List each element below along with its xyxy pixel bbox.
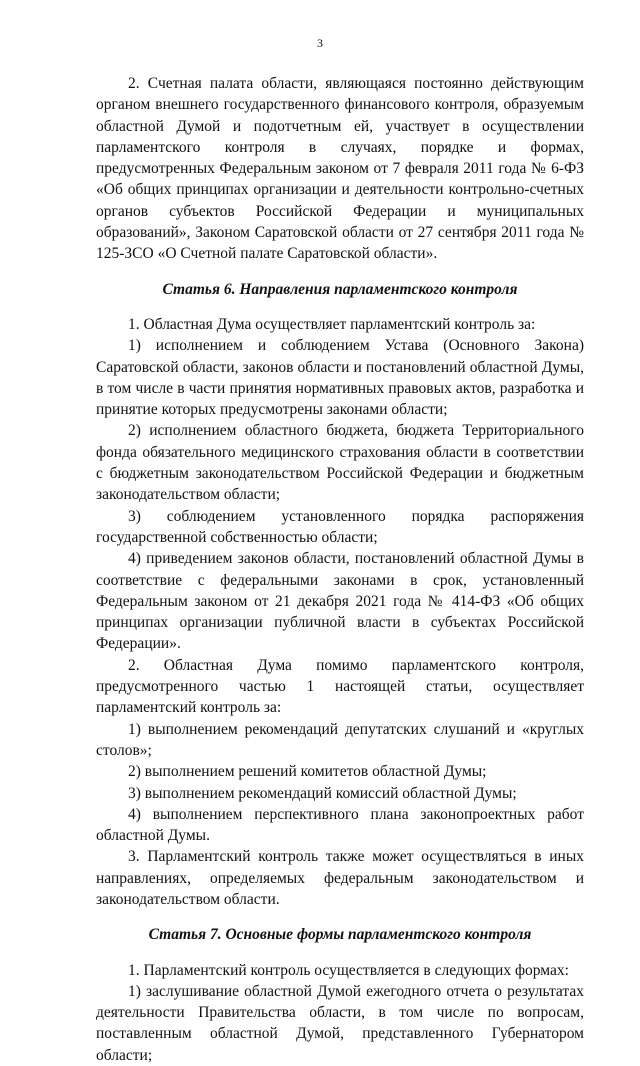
article-7-heading: Статья 7. Основные формы парламентского контроля (148, 926, 532, 944)
paragraph: 3. Парламентский контроль также может осуществляться в иных направлениях, определяемых федеральным законодательством и законодательством области. (96, 848, 584, 908)
paragraph: 2. Счетная палата области, являющаяся постоянно действующим органом внешнего государственного финансового контроля, образуемым областной Думой и подотчетным ей, участвует в осуществлении парламентского контроля в случаях, порядке и формах, предусмотренных Федеральным законом от 7 февраля 2011 года № 6-ФЗ «Об общих принципах организации и деятельности контрольно-счетных органов субъектов Российской Федерации и муниципальных образований», Законом Саратовской области от 27 сентября 2011 года № 125-ЗСО «О Счетной палате Саратовской области». (96, 75, 584, 263)
paragraph: 1) выполнением рекомендаций депутатских слушаний и «круглых столов»; (96, 720, 584, 759)
paragraph: 2) выполнением решений комитетов областной Думы; (128, 763, 487, 781)
article-6-heading: Статья 6. Направления парламентского контроля (162, 280, 518, 298)
paragraph: 2. Областная Дума помимо парламентского контроля, предусмотренного частью 1 настоящей статьи, осуществляет парламентский контроль за: (96, 656, 584, 717)
page-number: 3 (317, 36, 323, 50)
paragraph: 3) соблюдением установленного порядка распоряжения государственной собственностью области; (96, 507, 584, 546)
paragraph: 3) выполнением рекомендаций комиссий областной Думы; (128, 784, 517, 802)
paragraph: 1. Областная Дума осуществляет парламентский контроль за: (128, 315, 536, 333)
paragraph: 1. Парламентский контроль осуществляется в следующих формах: (128, 961, 569, 979)
paragraph: 1) исполнением и соблюдением Устава (Основного Закона) Саратовской области, законов области и постановлений областной Думы, в том числе в части принятия нормативных правовых актов, разработка и принятие которых предусмотрены законами области; (96, 337, 584, 419)
paragraph: 4) приведением законов области, постановлений областной Думы в соответствие с федеральными законами в срок, установленный Федеральным законом от 21 декабря 2021 года № 414-ФЗ «Об общих принципах организации публичной власти в субъектах Российской Федерации». (96, 550, 584, 653)
paragraph: 1) заслушивание областной Думой ежегодного отчета о результатах деятельности Правительства области, в том числе по вопросам, поставленным областной Думой, представленного Губернатором области; (96, 982, 584, 1064)
document-body (96, 73, 584, 1066)
paragraph: 4) выполнением перспективного плана законопроектных работ областной Думы. (96, 805, 584, 845)
paragraph: 2) исполнением областного бюджета, бюджета Территориального фонда обязательного медицинского страхования области в соответствии с бюджетным законодательством Российской Федерации и бюджетным законодательством области; (96, 422, 584, 504)
